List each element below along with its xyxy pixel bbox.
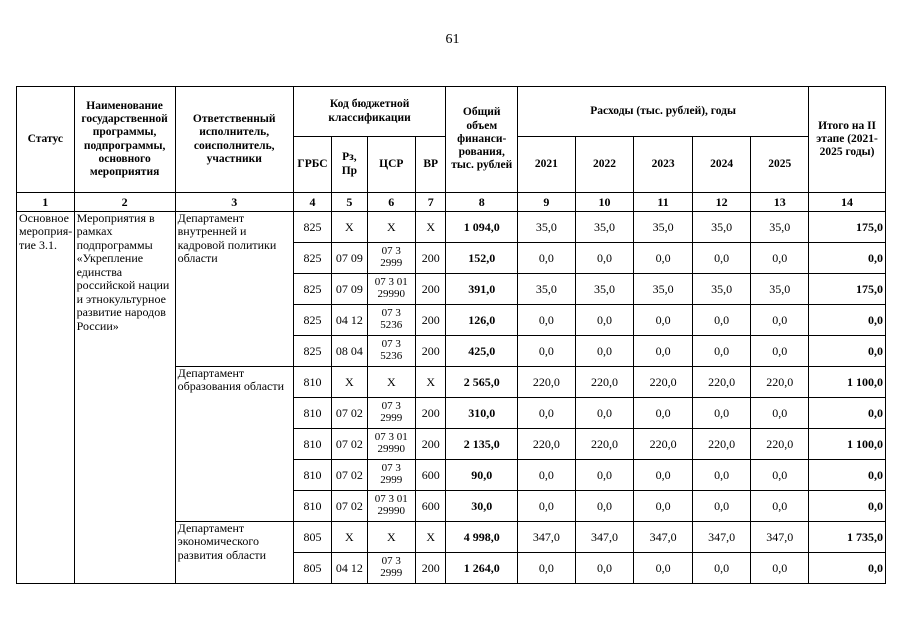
cell-csr: 07 3 2999 — [367, 243, 415, 274]
cell-grbs: 825 — [293, 274, 331, 305]
cell-y2024: 220,0 — [692, 429, 751, 460]
executor-cell: Департамент внутренней и кадровой политики области — [175, 212, 293, 367]
cell-stage-total: 0,0 — [809, 305, 886, 336]
column-number-6: 6 — [367, 193, 415, 212]
cell-grbs: 825 — [293, 305, 331, 336]
cell-y2022: 220,0 — [575, 429, 634, 460]
cell-y2022: 35,0 — [575, 212, 634, 243]
cell-stage-total: 175,0 — [809, 212, 886, 243]
header-csr: ЦСР — [367, 137, 415, 193]
cell-y2022: 0,0 — [575, 305, 634, 336]
column-number-13: 13 — [751, 193, 809, 212]
cell-y2024: 35,0 — [692, 212, 751, 243]
column-number-5: 5 — [332, 193, 367, 212]
cell-y2023: 0,0 — [634, 305, 693, 336]
cell-y2021: 0,0 — [518, 553, 576, 584]
cell-y2024: 0,0 — [692, 243, 751, 274]
cell-y2023: 0,0 — [634, 553, 693, 584]
column-number-12: 12 — [692, 193, 751, 212]
cell-y2023: 35,0 — [634, 274, 693, 305]
cell-grbs: 805 — [293, 553, 331, 584]
cell-csr: 07 3 5236 — [367, 336, 415, 367]
cell-total: 2 135,0 — [446, 429, 518, 460]
cell-vr: 200 — [416, 274, 446, 305]
cell-y2021: 0,0 — [518, 491, 576, 522]
cell-grbs: 825 — [293, 212, 331, 243]
cell-stage-total: 0,0 — [809, 553, 886, 584]
cell-y2021: 220,0 — [518, 367, 576, 398]
cell-y2022: 220,0 — [575, 367, 634, 398]
cell-total: 4 998,0 — [446, 522, 518, 553]
cell-stage-total: 175,0 — [809, 274, 886, 305]
cell-grbs: 810 — [293, 491, 331, 522]
cell-y2021: 35,0 — [518, 274, 576, 305]
budget-table — [16, 86, 886, 584]
cell-y2025: 0,0 — [751, 243, 809, 274]
cell-vr: X — [416, 212, 446, 243]
header-year-2022: 2022 — [575, 137, 634, 193]
cell-y2025: 0,0 — [751, 460, 809, 491]
cell-y2024: 220,0 — [692, 367, 751, 398]
header-year-2024: 2024 — [692, 137, 751, 193]
cell-total: 90,0 — [446, 460, 518, 491]
executor-cell: Департамент образования области — [175, 367, 293, 522]
cell-grbs: 810 — [293, 429, 331, 460]
program-name-cell: Мероприятия в рамках подпрограммы «Укрепление единства российской нации и этнокультурное развитие народов России» — [74, 212, 175, 584]
cell-stage-total: 0,0 — [809, 460, 886, 491]
header-rz-pr: Рз, Пр — [332, 137, 367, 193]
cell-rz-pr: X — [332, 212, 367, 243]
cell-csr: X — [367, 212, 415, 243]
cell-vr: 200 — [416, 305, 446, 336]
cell-csr: 07 3 01 29990 — [367, 491, 415, 522]
column-number-row — [17, 193, 886, 212]
cell-y2023: 0,0 — [634, 243, 693, 274]
cell-stage-total: 1 100,0 — [809, 367, 886, 398]
cell-total: 126,0 — [446, 305, 518, 336]
column-number-1: 1 — [17, 193, 75, 212]
page-number: 61 — [445, 32, 460, 47]
cell-y2024: 0,0 — [692, 491, 751, 522]
header-stage-total: Итого на II этапе (2021-2025 годы) — [809, 87, 886, 193]
cell-vr: 200 — [416, 429, 446, 460]
table-row — [17, 212, 886, 243]
cell-y2025: 220,0 — [751, 367, 809, 398]
header-vr: ВР — [416, 137, 446, 193]
header-year-2021: 2021 — [518, 137, 576, 193]
cell-rz-pr: 07 09 — [332, 274, 367, 305]
cell-y2023: 220,0 — [634, 429, 693, 460]
cell-vr: X — [416, 522, 446, 553]
cell-total: 1 094,0 — [446, 212, 518, 243]
cell-rz-pr: 07 02 — [332, 398, 367, 429]
cell-csr: 07 3 2999 — [367, 398, 415, 429]
cell-vr: 200 — [416, 243, 446, 274]
cell-vr: 200 — [416, 553, 446, 584]
cell-vr: 200 — [416, 398, 446, 429]
cell-rz-pr: 04 12 — [332, 305, 367, 336]
cell-grbs: 810 — [293, 460, 331, 491]
cell-total: 1 264,0 — [446, 553, 518, 584]
cell-rz-pr: 07 02 — [332, 460, 367, 491]
header-grbs: ГРБС — [293, 137, 331, 193]
cell-y2025: 0,0 — [751, 553, 809, 584]
cell-y2021: 0,0 — [518, 460, 576, 491]
header-program-name: Наименование государственной программы, подпрограммы, основного мероприятия — [74, 87, 175, 193]
cell-y2025: 347,0 — [751, 522, 809, 553]
cell-csr: 07 3 01 29990 — [367, 274, 415, 305]
cell-total: 152,0 — [446, 243, 518, 274]
cell-y2022: 0,0 — [575, 336, 634, 367]
cell-stage-total: 1 735,0 — [809, 522, 886, 553]
cell-y2025: 0,0 — [751, 491, 809, 522]
column-number-14: 14 — [809, 193, 886, 212]
column-number-4: 4 — [293, 193, 331, 212]
cell-y2023: 0,0 — [634, 336, 693, 367]
cell-total: 425,0 — [446, 336, 518, 367]
cell-y2022: 0,0 — [575, 460, 634, 491]
cell-y2024: 0,0 — [692, 336, 751, 367]
column-number-9: 9 — [518, 193, 576, 212]
column-number-8: 8 — [446, 193, 518, 212]
cell-y2025: 0,0 — [751, 336, 809, 367]
cell-y2024: 35,0 — [692, 274, 751, 305]
cell-y2025: 0,0 — [751, 305, 809, 336]
column-number-3: 3 — [175, 193, 293, 212]
executor-cell: Департамент экономического развития области — [175, 522, 293, 584]
cell-rz-pr: X — [332, 367, 367, 398]
cell-grbs: 810 — [293, 367, 331, 398]
cell-y2023: 0,0 — [634, 491, 693, 522]
cell-csr: X — [367, 367, 415, 398]
cell-y2022: 0,0 — [575, 553, 634, 584]
cell-total: 391,0 — [446, 274, 518, 305]
header-year-2023: 2023 — [634, 137, 693, 193]
cell-y2021: 35,0 — [518, 212, 576, 243]
cell-y2025: 0,0 — [751, 398, 809, 429]
cell-rz-pr: 07 09 — [332, 243, 367, 274]
cell-rz-pr: 04 12 — [332, 553, 367, 584]
cell-y2024: 0,0 — [692, 553, 751, 584]
status-cell: Основное мероприя-тие 3.1. — [17, 212, 75, 584]
cell-y2023: 0,0 — [634, 398, 693, 429]
cell-stage-total: 0,0 — [809, 336, 886, 367]
cell-vr: 200 — [416, 336, 446, 367]
cell-stage-total: 0,0 — [809, 491, 886, 522]
cell-y2024: 0,0 — [692, 305, 751, 336]
cell-y2025: 35,0 — [751, 212, 809, 243]
cell-grbs: 825 — [293, 336, 331, 367]
cell-csr: 07 3 2999 — [367, 553, 415, 584]
header-total: Общий объем финанси-рования, тыс. рублей — [446, 87, 518, 193]
cell-grbs: 810 — [293, 398, 331, 429]
cell-y2021: 0,0 — [518, 305, 576, 336]
cell-total: 310,0 — [446, 398, 518, 429]
cell-y2021: 0,0 — [518, 336, 576, 367]
cell-y2021: 0,0 — [518, 243, 576, 274]
cell-stage-total: 0,0 — [809, 398, 886, 429]
cell-grbs: 825 — [293, 243, 331, 274]
cell-y2024: 0,0 — [692, 460, 751, 491]
cell-y2025: 35,0 — [751, 274, 809, 305]
cell-total: 2 565,0 — [446, 367, 518, 398]
cell-vr: X — [416, 367, 446, 398]
cell-csr: 07 3 5236 — [367, 305, 415, 336]
cell-csr: X — [367, 522, 415, 553]
cell-rz-pr: 08 04 — [332, 336, 367, 367]
cell-y2023: 0,0 — [634, 460, 693, 491]
cell-y2022: 0,0 — [575, 243, 634, 274]
cell-y2023: 35,0 — [634, 212, 693, 243]
header-year-2025: 2025 — [751, 137, 809, 193]
header-budget-code: Код бюджетной классификации — [293, 87, 446, 137]
column-number-11: 11 — [634, 193, 693, 212]
cell-csr: 07 3 01 29990 — [367, 429, 415, 460]
cell-stage-total: 1 100,0 — [809, 429, 886, 460]
column-number-10: 10 — [575, 193, 634, 212]
cell-y2021: 220,0 — [518, 429, 576, 460]
cell-y2021: 0,0 — [518, 398, 576, 429]
cell-y2022: 35,0 — [575, 274, 634, 305]
cell-stage-total: 0,0 — [809, 243, 886, 274]
cell-y2024: 347,0 — [692, 522, 751, 553]
cell-y2021: 347,0 — [518, 522, 576, 553]
cell-vr: 600 — [416, 460, 446, 491]
header-status: Статус — [17, 87, 75, 193]
header-executor: Ответственный исполнитель, соисполнитель, участники — [175, 87, 293, 193]
cell-vr: 600 — [416, 491, 446, 522]
cell-y2023: 220,0 — [634, 367, 693, 398]
cell-y2022: 0,0 — [575, 491, 634, 522]
cell-y2023: 347,0 — [634, 522, 693, 553]
cell-y2022: 347,0 — [575, 522, 634, 553]
cell-y2024: 0,0 — [692, 398, 751, 429]
cell-rz-pr: 07 02 — [332, 429, 367, 460]
cell-grbs: 805 — [293, 522, 331, 553]
cell-total: 30,0 — [446, 491, 518, 522]
cell-y2022: 0,0 — [575, 398, 634, 429]
header-expenses: Расходы (тыс. рублей), годы — [518, 87, 809, 137]
cell-rz-pr: X — [332, 522, 367, 553]
cell-csr: 07 3 2999 — [367, 460, 415, 491]
cell-y2025: 220,0 — [751, 429, 809, 460]
column-number-2: 2 — [74, 193, 175, 212]
column-number-7: 7 — [416, 193, 446, 212]
cell-rz-pr: 07 02 — [332, 491, 367, 522]
